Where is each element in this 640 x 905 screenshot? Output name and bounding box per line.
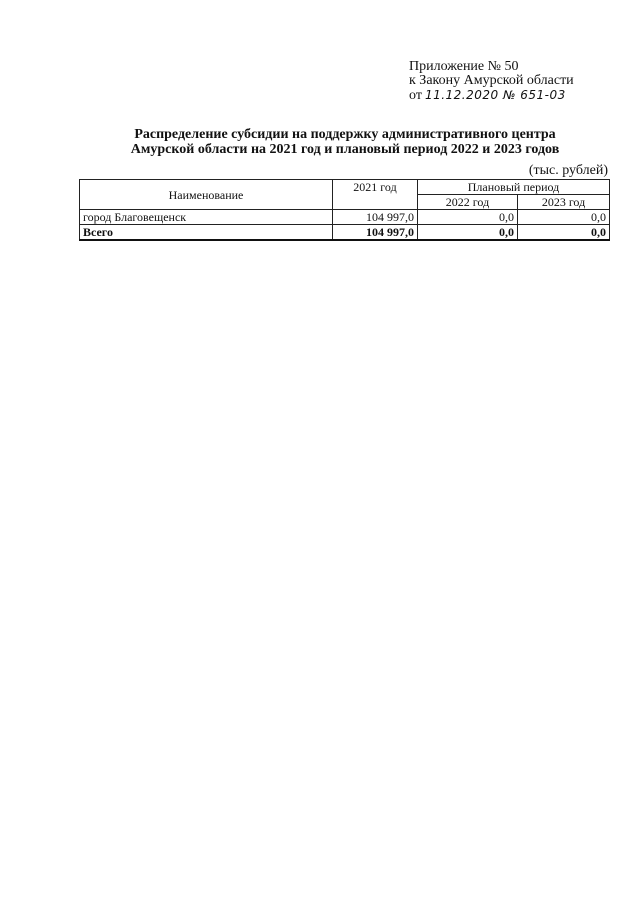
appendix-date-prefix: от: [409, 88, 422, 103]
header-planned-period: Плановый период: [418, 180, 610, 195]
total-value-2021: 104 997,0: [333, 225, 418, 241]
row-name: город Благовещенск: [80, 210, 333, 225]
handwritten-date-number: 11.12.2020 № 651-03: [424, 88, 566, 102]
table-row: [80, 210, 610, 225]
appendix-law-reference: к Закону Амурской области: [409, 73, 574, 88]
appendix-number: Приложение № 50: [409, 59, 519, 74]
header-name: Наименование: [80, 180, 333, 210]
table-total-row: [80, 225, 610, 241]
table-header-row: [80, 180, 610, 195]
document-title: [80, 127, 610, 157]
total-value-2022: 0,0: [418, 225, 518, 241]
appendix-header: [409, 60, 574, 103]
row-value-2021: 104 997,0: [333, 210, 418, 225]
header-2021: 2021 год: [333, 180, 418, 210]
units-label: (тыс. рублей): [528, 163, 608, 178]
row-value-2022: 0,0: [418, 210, 518, 225]
title-line-1: Распределение субсидии на поддержку административного центра: [134, 127, 556, 142]
appendix-date-line: [409, 88, 574, 103]
title-line-2: Амурской области на 2021 год и плановый период 2022 и 2023 годов: [130, 142, 560, 157]
header-2022: 2022 год: [418, 195, 518, 210]
header-2023: 2023 год: [518, 195, 610, 210]
total-value-2023: 0,0: [518, 225, 610, 241]
total-label: Всего: [80, 225, 333, 241]
subsidy-table: [79, 179, 610, 241]
row-value-2023: 0,0: [518, 210, 610, 225]
